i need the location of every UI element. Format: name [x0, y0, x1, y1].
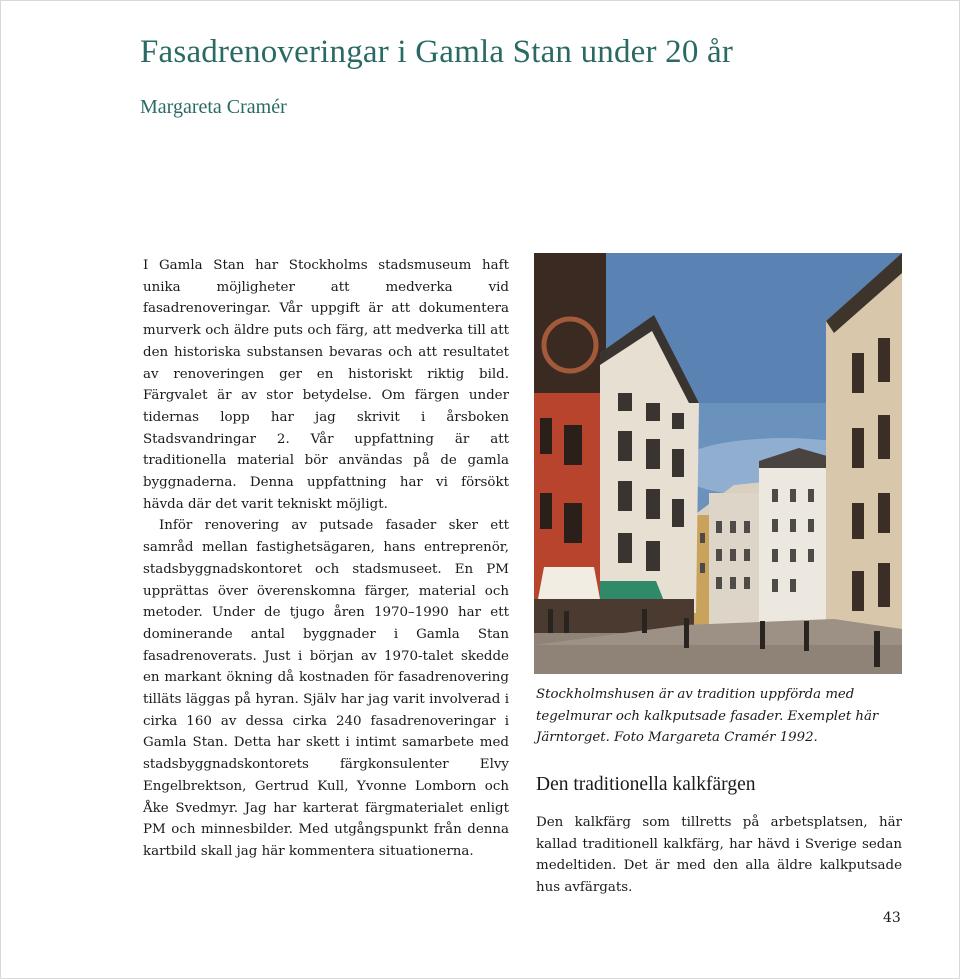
- article-author: Margareta Cramér: [140, 96, 287, 118]
- body-paragraph-1: I Gamla Stan har Stockholms stadsmuseum haft unika möjligheter att medverka vid fasadrenoveringar. Vår uppgift är att dokumentera murverk och äldre puts och färg, att medverka till att den historiska substansen bevaras och att resultatet av renoveringen ger en historiskt riktig bild. Färgvalet är av stor betydelse. Om färgen under tidernas lopp har jag skrivit i årsboken Stadsvandringar 2. Vår uppfattning är att traditionella material bör användas på de gamla byggnaderna. Denna uppfattning har vi försökt hävda där det varit tekniskt möjligt.: [143, 258, 509, 512]
- article-title: Fasadrenoveringar i Gamla Stan under 20 år: [140, 34, 734, 70]
- jarntorget-photo: [534, 253, 902, 674]
- photo-caption: Stockholmshusen är av tradition uppförda med tegelmurar och kalkputsade fasader. Exemplet här Järntorget. Foto Margareta Cramér 1992.: [536, 687, 879, 745]
- section-heading: Den traditionella kalkfärgen: [536, 774, 756, 795]
- page-number: 43: [883, 910, 901, 926]
- section-text: Den kalkfärg som tillretts på arbetsplatsen, här kallad traditionell kalkfärg, har hävd i Sverige sedan medeltiden. Det är med den alla äldre kalkputsade hus avfärgats.: [536, 815, 902, 896]
- body-paragraph-2: Inför renovering av putsade fasader sker ett samråd mellan fastighetsägaren, hans entreprenör, stadsbyggnadskontoret och stadsmuseet. En PM upprättas över överenskomna färger, material och metoder. Under de tjugo åren 1970–1990 har ett dominerande antal byggnader i Gamla Stan fasadrenoverats. Just i början av 1970-talet skedde en markant ökning då kostnaden för fasadrenovering tilläts läggas på hyran. Själv har jag varit involverad i cirka 160 av dessa cirka 240 fasadrenoveringar i Gamla Stan. Detta har skett i intimt samarbete med stadsbyggnadskontorets färgkonsulenter Elvy Engelbrektson, Gertrud Kull, Yvonne Lomborn och Åke Svedmyr. Jag har karterat färgmaterialet enligt PM och minnesbilder. Med utgångspunkt från denna kartbild skall jag här kommentera situationerna.: [143, 518, 509, 859]
- body-column: [143, 255, 509, 863]
